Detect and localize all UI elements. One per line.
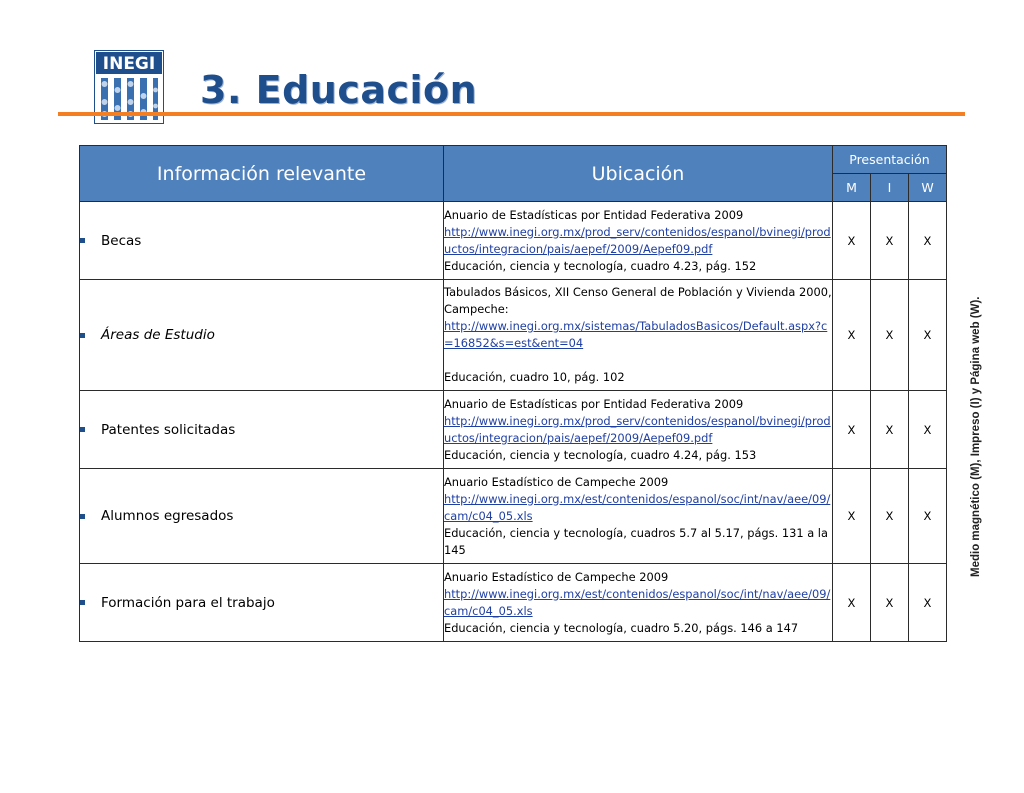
col-header-location: Ubicación [444, 146, 833, 202]
location-cell [444, 391, 833, 469]
col-header-i: I [871, 174, 909, 202]
topic-cell [80, 564, 444, 642]
bullet-icon [80, 600, 85, 605]
location-cell [444, 469, 833, 564]
bullet-icon [80, 333, 85, 338]
presentation-legend: Medio magnético (M), Impreso (I) y Página web (W). [970, 296, 982, 577]
topic-cell [80, 280, 444, 391]
source-title: Anuario Estadístico de Campeche 2009 [444, 474, 669, 489]
topic-label: Becas [101, 232, 142, 249]
education-info-table [79, 145, 947, 642]
mark-m: X [833, 564, 871, 642]
source-title: Tabulados Básicos, XII Censo General de Población y Vivienda 2000, Campeche: [444, 285, 832, 316]
source-reference: Educación, ciencia y tecnología, cuadro 4.24, pág. 153 [444, 447, 757, 462]
table-row [80, 391, 947, 469]
source-link[interactable]: http://www.inegi.org.mx/est/contenidos/espanol/soc/int/nav/aee/09/cam/c04_05.xls [444, 491, 831, 523]
mark-i: X [871, 202, 909, 280]
table-row [80, 564, 947, 642]
topic-cell [80, 391, 444, 469]
col-header-m: M [833, 174, 871, 202]
topic-label: Áreas de Estudio [101, 327, 215, 343]
topic-cell [80, 469, 444, 564]
mark-m: X [833, 280, 871, 391]
location-cell [444, 564, 833, 642]
source-link[interactable]: http://www.inegi.org.mx/est/contenidos/espanol/soc/int/nav/aee/09/cam/c04_05.xls [444, 586, 831, 618]
mark-i: X [871, 469, 909, 564]
source-reference: Educación, ciencia y tecnología, cuadro 4.23, pág. 152 [444, 258, 757, 273]
mark-m: X [833, 469, 871, 564]
table-row [80, 469, 947, 564]
table-row [80, 202, 947, 280]
col-header-presentation: Presentación [833, 146, 947, 174]
source-reference: Educación, ciencia y tecnología, cuadros 5.7 al 5.17, págs. 131 a la 145 [444, 525, 828, 557]
mark-i: X [871, 564, 909, 642]
location-cell [444, 280, 833, 391]
source-title: Anuario Estadístico de Campeche 2009 [444, 569, 669, 584]
page-title: 3. Educación [200, 68, 478, 112]
mark-w: X [909, 280, 947, 391]
topic-cell [80, 202, 444, 280]
source-reference: Educación, ciencia y tecnología, cuadro 5.20, págs. 146 a 147 [444, 620, 799, 635]
col-header-w: W [909, 174, 947, 202]
bullet-icon [80, 238, 85, 243]
col-header-topic: Información relevante [80, 146, 444, 202]
source-title: Anuario de Estadísticas por Entidad Federativa 2009 [444, 396, 744, 411]
bullet-icon [80, 514, 85, 519]
mark-w: X [909, 202, 947, 280]
mark-w: X [909, 391, 947, 469]
topic-label: Patentes solicitadas [101, 421, 236, 438]
blank-line [444, 352, 832, 369]
location-cell [444, 202, 833, 280]
mark-i: X [871, 280, 909, 391]
source-link[interactable]: http://www.inegi.org.mx/prod_serv/contenidos/espanol/bvinegi/productos/integracion/pais/aepef/2009/Aepef09.pdf [444, 224, 831, 256]
mark-i: X [871, 391, 909, 469]
source-title: Anuario de Estadísticas por Entidad Federativa 2009 [444, 207, 744, 222]
logo-text: INEGI [102, 54, 156, 74]
source-link[interactable]: http://www.inegi.org.mx/prod_serv/contenidos/espanol/bvinegi/productos/integracion/pais/aepef/2009/Aepef09.pdf [444, 413, 831, 445]
bullet-icon [80, 427, 85, 432]
mark-w: X [909, 469, 947, 564]
topic-label: Alumnos egresados [101, 508, 234, 524]
mark-w: X [909, 564, 947, 642]
mark-m: X [833, 391, 871, 469]
title-underline [58, 112, 965, 116]
source-link[interactable]: http://www.inegi.org.mx/sistemas/TabuladosBasicos/Default.aspx?c=16852&s=est&ent=04 [444, 319, 828, 350]
topic-label: Formación para el trabajo [101, 594, 275, 611]
source-reference: Educación, cuadro 10, pág. 102 [444, 370, 625, 384]
table-row [80, 280, 947, 391]
mark-m: X [833, 202, 871, 280]
